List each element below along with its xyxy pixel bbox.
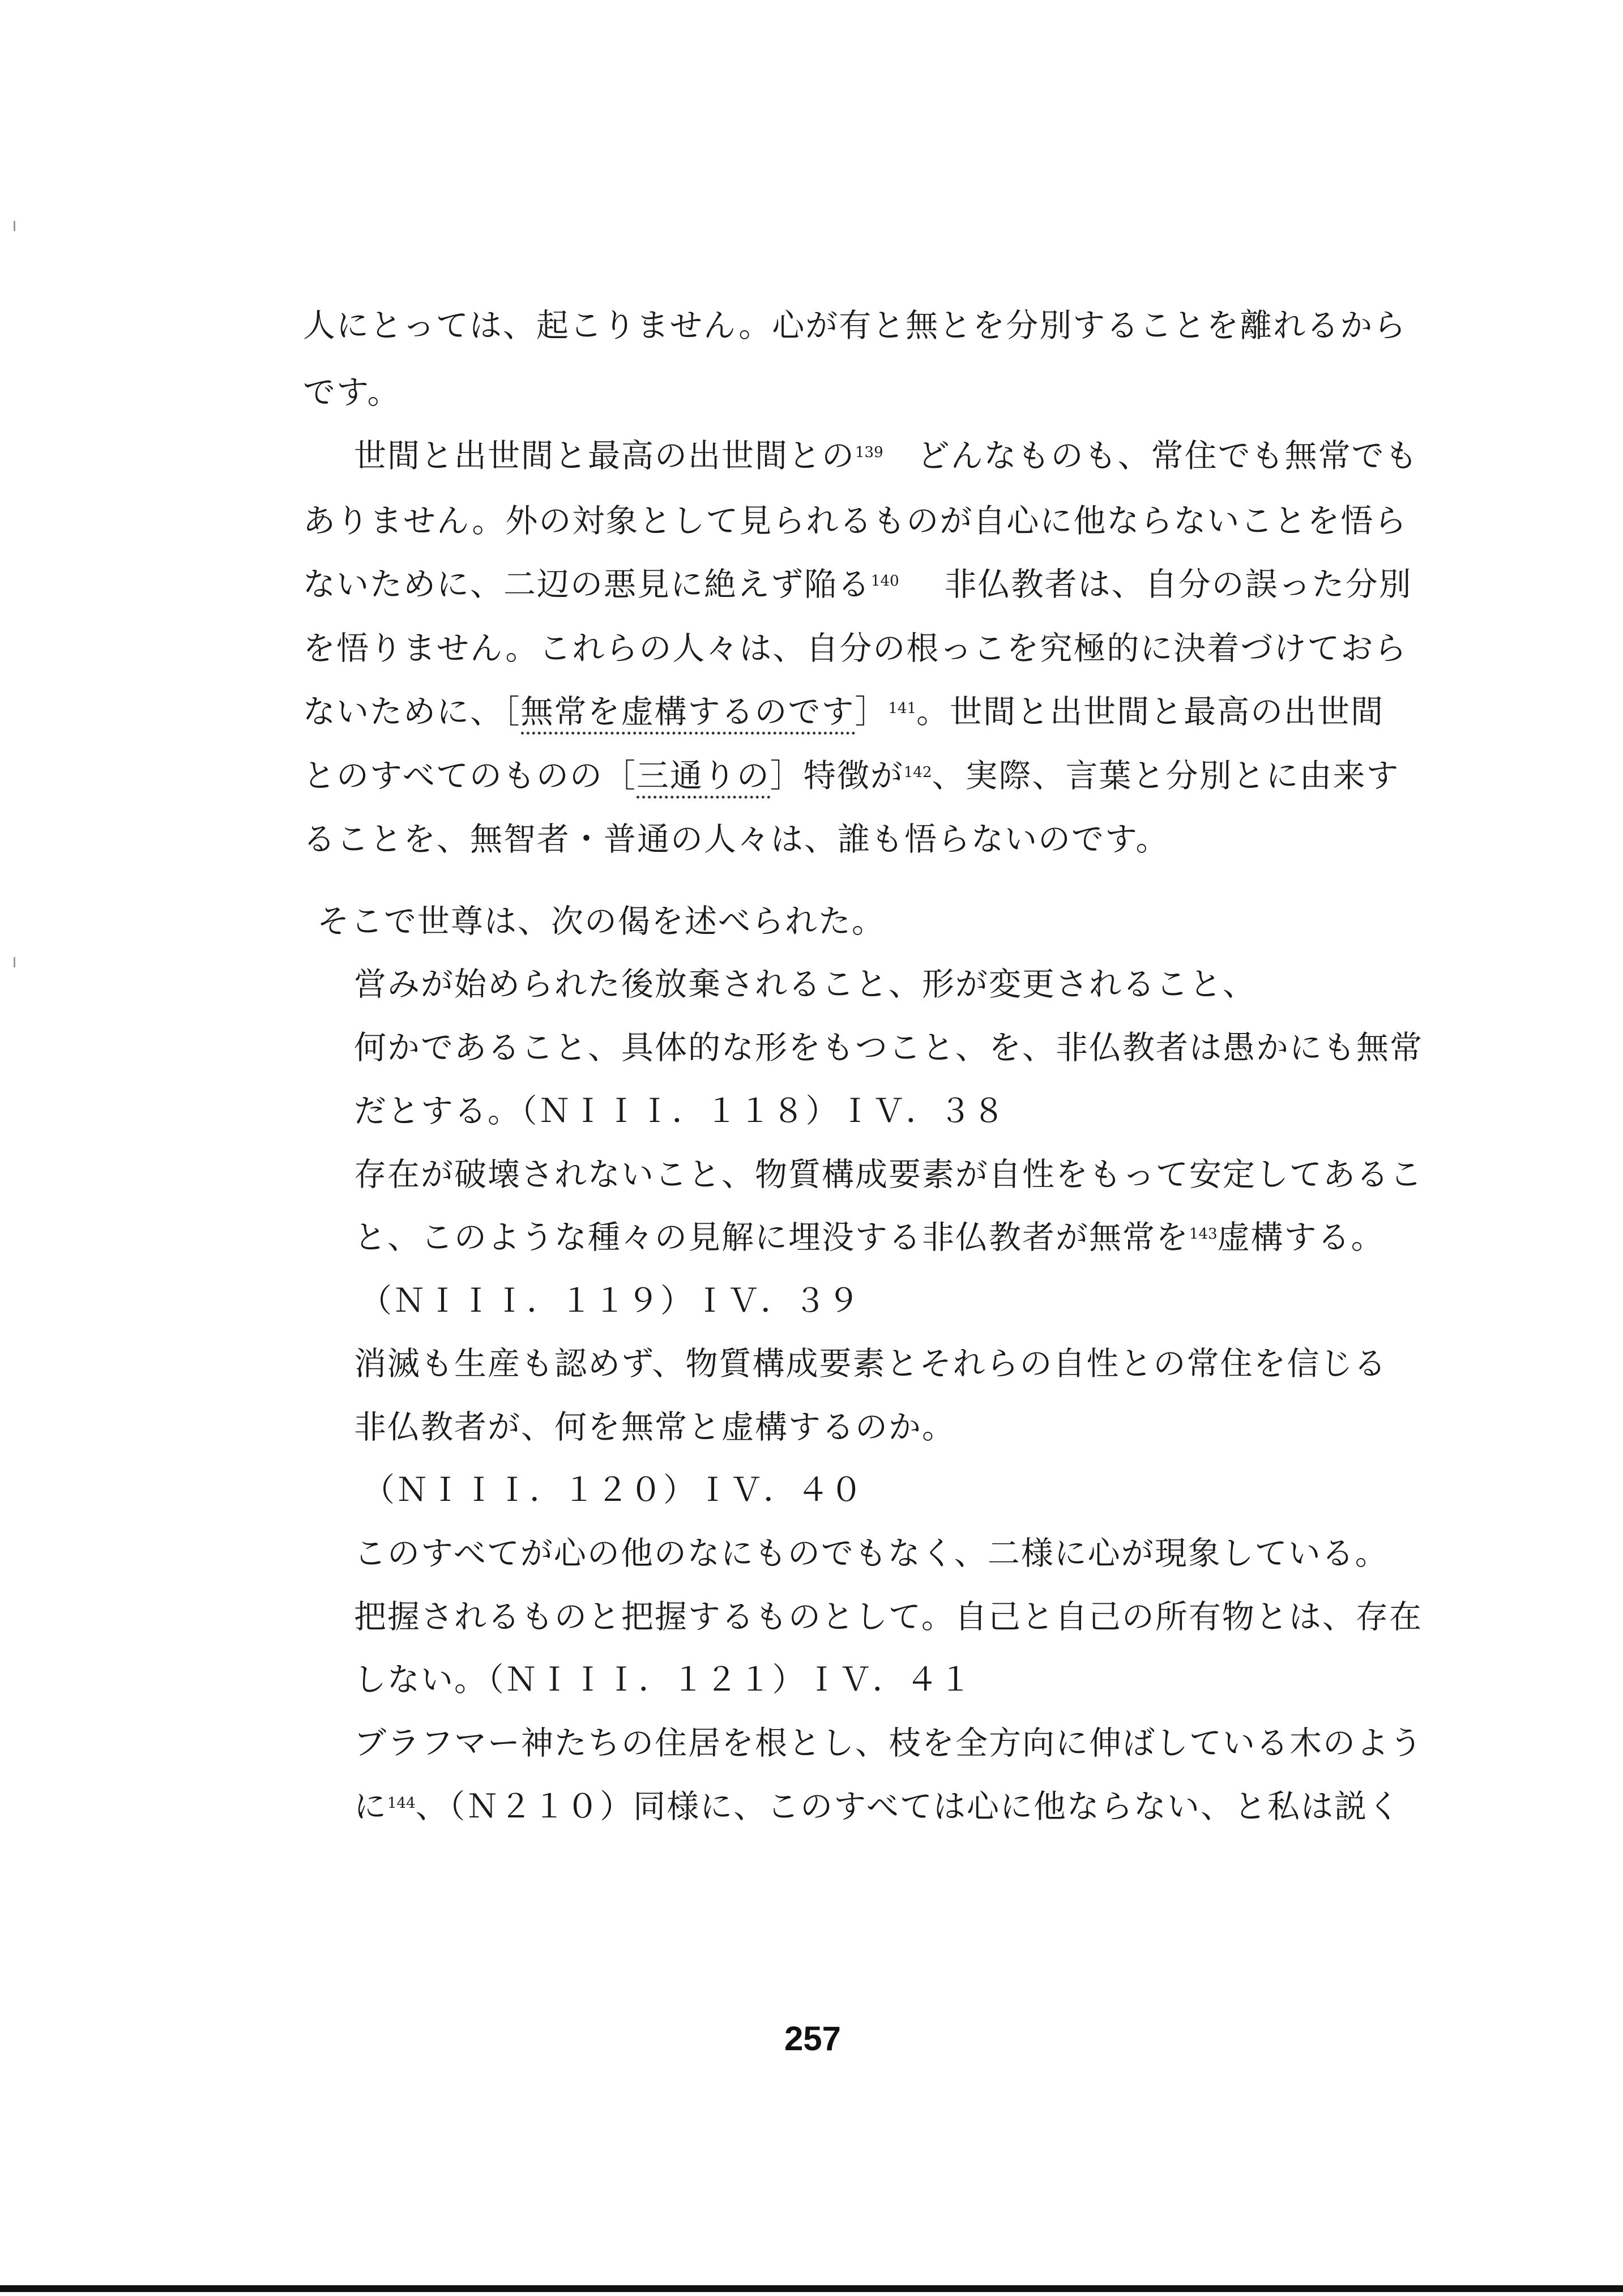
verse-line: 営みが始められた後放棄されること、形が変更されること、 (354, 966, 1256, 1003)
text-line: そこで世尊は、次の偈を述べられた。 (317, 903, 885, 940)
verse-line: と、このような種々の見解に埋没する非仏教者が無常を$^{143}$虚構する。 (354, 1219, 1385, 1256)
verse-line: 何かであること、具体的な形をもつこと、を、非仏教者は愚かにも無常 (354, 1029, 1423, 1066)
verse-line: ブラフマー神たちの住居を根とし、枝を全方向に伸ばしている木のよう (354, 1725, 1423, 1762)
text-line: を悟りません。これらの人々は、自分の根っこを究極的に決着づけておら (303, 630, 1408, 667)
footnote-ref: 143 (1189, 1226, 1218, 1243)
text-line: ないために、二辺の悪見に絶えず陥る$^{140}$ 非仏教者は、自分の誤った分別 (303, 566, 1412, 603)
text-line: ないために、［無常を虚構するのです］$^{141}$。世間と出世間と最高の出世間 (303, 692, 1384, 732)
verse-line: しない。（ＮＩＩＩ．１２１）ＩＶ．４１ (354, 1661, 973, 1698)
dotted-underline-phrase: 三通りの (637, 757, 770, 799)
scan-speck (14, 957, 15, 967)
verse-line: （ＮＩＩＩ．１２０）ＩＶ．４０ (362, 1471, 864, 1509)
footnote-ref: 144 (387, 1795, 416, 1812)
text-line: とのすべてのものの［三通りの］特徴が$^{142}$、実際、言葉と分別とに由来す (303, 756, 1400, 796)
scan-speck (14, 221, 15, 231)
verse-line: に$^{144}$、（Ｎ２１０）同様に、このすべては心に他ならない、と私は説く (354, 1788, 1401, 1825)
verse-line: 非仏教者が、何を無常と虚構するのか。 (354, 1409, 955, 1446)
footnote-ref: 139 (855, 444, 883, 461)
text-line: ありません。外の対象として見られるものが自心に他ならないことを悟ら (303, 502, 1408, 540)
text-line: ることを、無智者・普通の人々は、誰も悟らないのです。 (303, 821, 1169, 858)
text-line: 人にとっては、起こりません。心が有と無とを分別することを離れるから (303, 307, 1407, 344)
verse-line: だとする。（ＮＩＩＩ．１１８）ＩＶ．３８ (354, 1092, 1006, 1130)
page-number: 257 (784, 2020, 842, 2058)
footnote-ref: 142 (903, 764, 932, 781)
text-line: 世間と出世間と最高の出世間との$^{139}$ どんなものも、常住でも無常でも (354, 437, 1419, 475)
verse-line: 把握されるものと把握するものとして。自己と自己の所有物とは、存在 (354, 1598, 1423, 1636)
verse-line: （ＮＩＩＩ．１１９）ＩＶ．３９ (360, 1282, 861, 1320)
dotted-underline-phrase: 無常を虚構するのです (521, 693, 855, 735)
bottom-scan-edge (0, 2285, 1623, 2292)
verse-line: このすべてが心の他のなにものでもなく、二様に心が現象している。 (354, 1535, 1389, 1572)
verse-line: 存在が破壊されないこと、物質構成要素が自性をもって安定してあるこ (354, 1156, 1423, 1193)
text-line: です。 (303, 374, 401, 411)
verse-line: 消滅も生産も認めず、物質構成要素とそれらの自性との常住を信じる (354, 1345, 1387, 1382)
footnote-ref: 140 (871, 573, 899, 590)
footnote-ref: 141 (888, 700, 917, 717)
